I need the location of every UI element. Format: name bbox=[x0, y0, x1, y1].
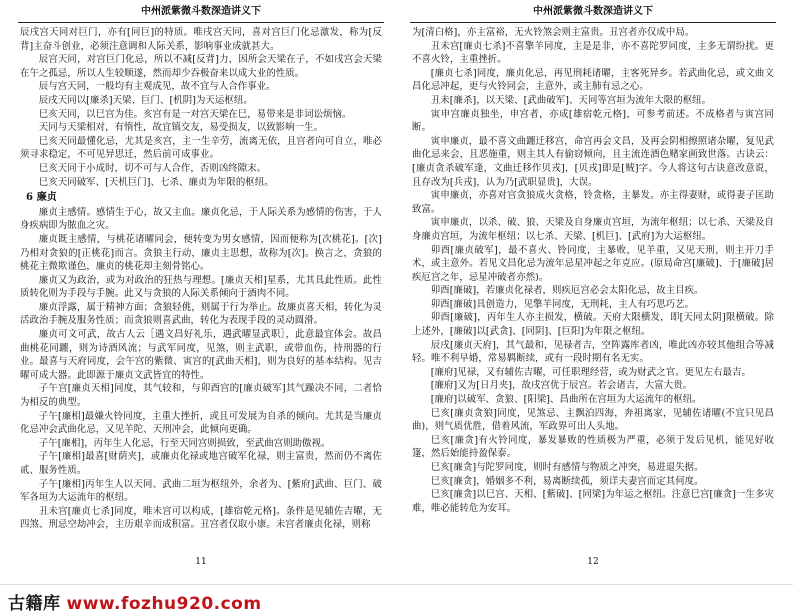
section-title: 6 廉贞 bbox=[26, 192, 57, 204]
paragraph: 丑未[廉杀]，以天梁、[武曲破军]、天同等宫垣为流年大限的枢纽。 bbox=[430, 94, 712, 106]
paragraph: 卯酉[廉破]，若廉贞化禄者，则疾厄宫必会太阳化忌，故主目疾。 bbox=[430, 285, 704, 297]
paragraph: 巳亥天同破军、[天机巨门]、七杀、廉贞为年限的枢纽。 bbox=[38, 176, 274, 188]
paragraph: 寅申廉贞，以杀、破、狼、天梁及自身廉贞宫垣，为流年枢纽；以七杀、天梁及自身廉贞宫垣，为流年枢纽；以七杀、天梁、[机巨]、[武府]为大运枢纽。 bbox=[412, 217, 774, 242]
paragraph: 卯酉[廉破]，丙年生人亦主损发，横破。天府大限横发，即[天同太阴]限横破。除上述外，[廉破]以[武贪]、[同阴]、[巨阳]为年限之枢纽。 bbox=[412, 312, 774, 338]
site-url: www.fozhu920.com bbox=[66, 594, 262, 614]
left-page-header: 中州派紫微斗数深造讲义下 bbox=[18, 0, 384, 23]
site-watermark[interactable] bbox=[8, 589, 262, 614]
paragraph: 辰戌天同以[廉杀]天梁、巨门、[机阴]为天运枢纽。 bbox=[38, 94, 253, 106]
paragraph: 天同与天梁相对，有惰性，故宜镇交友，易受损友，以致影响一生。 bbox=[38, 122, 324, 134]
left-page-number: 11 bbox=[195, 557, 207, 567]
paragraph: 廉贞既主感情，与桃花诸曜同会，便转变为男女感情，因而便称为[次桃花]。[次]乃相对贪狼的[正桃花]而言。贪狼主行动，廉贞主思想，故称为[次]。换言之，贪狼的桃花主微欺谨色，廉贞的桃花却主刻骨铭心。 bbox=[20, 233, 382, 273]
paragraph: 巳亥天同最懂化忌，尤其是亥宫，主一生辛劳，流离无依，且宫者向可自立，唯必须寻求稳定，不可见异思迁，然后前可成事业。 bbox=[20, 135, 382, 161]
right-page-body bbox=[404, 23, 782, 546]
paragraph: 辰宫天同，对宫巨门化忌，所以不减[反背]力，因所会天梁在子，不如戌宫会天梁在午之孤忌，所以人生较顺遂，然而却少吞极奋来以成大业的性质。 bbox=[20, 54, 382, 79]
paragraph: 巳亥天同于小成时，切不可与人合作，否则凶终隙末。 bbox=[38, 162, 267, 174]
paragraph: [廉府]见禄，又有辅佐吉曜，可任职理经营，或为财武之官。更见左右最吉。 bbox=[430, 366, 751, 378]
paragraph: 巳亥天同，以巳宫为佳。亥宫有是一对宫天梁在巳，易带来是非词讼烦恼。 bbox=[38, 108, 352, 120]
paragraph: 子午[廉相]最喜[财荫夹]，或廉贞化禄或地宫破军化禄，则主富贵，然而仍不离佐贰、服务性质。 bbox=[20, 451, 382, 476]
paragraph: 丑未宫[廉贞七杀]同度，唯未宫可以构成，[雄宿乾元格]。条件是见辅佐吉曜，无四煞、刑忌空劫冲会，主历艰辛而成积富。丑宫者仅取小康。未宫者廉贞化禄，则称 bbox=[20, 505, 382, 531]
paragraph: 巳亥[廉贪]有火铃同度，暴发暴败的性质极为严重，必须于发后见机，能见好收篷，然后始能持盈保泰。 bbox=[412, 434, 774, 460]
paragraph: 辰戌宫天同对巨门，亦有[同巨]的特质。唯戌宫天同，喜对宫巨门化忌激发，称为[反背]主奋斗创业，必须注意调和人际关系，影响事业成就甚大。 bbox=[20, 27, 382, 52]
paragraph: 子午[廉相]丙年生人以天同、武曲二垣为枢纽外，余者为、[紫府]武曲、巨门、破军各垣为大运流年的枢纽。 bbox=[20, 478, 382, 504]
paragraph: 廉贞可文可武，故古人云［遇文昌好礼乐，遇武曜显武职］，此意最宜体会。故昌曲桃花同躔，则为诗酒风流；与武军同度，见煞，则主武职，或带血伤，持刑器的行业。最喜与天府同度，会午宫的紫微、寅宫的[武曲天相]，则为良好的基本结构。见吉曜可成大器。此即源于廉贞文武皆宜的特性。 bbox=[20, 329, 382, 381]
left-page-body bbox=[12, 23, 390, 546]
paragraph: [廉府]以破军、贪狼、[阳梁]、昌曲所在宫垣为大运流年的枢纽。 bbox=[430, 394, 702, 406]
right-page bbox=[404, 0, 782, 572]
paragraph: 子午[廉相]最嫌火铃同度，主重大挫折，或且可发展为自杀的倾向。尤其是当廉贞化忌冲会武曲化忌，又见羊陀、天刑冲会，此倾向更确。 bbox=[20, 410, 382, 436]
left-paragraphs-1 bbox=[20, 26, 382, 189]
paragraph: [廉贞七杀]同度，廉贞化忌，再见刑耗诸曜，主客死异乡。若武曲化忌，或文曲文昌化忌冲起，更与火铃同会，主意外，或主肺有忌之心。 bbox=[412, 67, 774, 93]
right-page-number: 12 bbox=[587, 557, 599, 567]
footer-watermark-band bbox=[0, 584, 793, 615]
paragraph: [廉府]又为[日月夹]，故戌宫优于辰宫。若会诸吉，大富大贵。 bbox=[430, 380, 693, 392]
paragraph: 辰与宫天同，一般均有主观成见，故不宜与人合作事业。 bbox=[38, 81, 276, 93]
paragraph: 巳亥[廉贪]与陀罗同度，则时有感情与物质之冲突，易进退失据。 bbox=[430, 462, 704, 473]
left-page bbox=[12, 0, 390, 572]
left-paragraphs-2 bbox=[20, 206, 382, 532]
paragraph: 丑未宫[廉贞七杀]不喜擎羊同度，主是是非，亦不喜陀罗同度，主多无谓纷扰。更不喜火铃，主重挫折。 bbox=[412, 40, 774, 66]
paragraph: 巳亥[廉贪]，婚姻多不利，易离断续孤，须详夫妻宫而定其何度。 bbox=[430, 475, 704, 487]
paragraph: 子午[廉相]，丙年生人化忌，行至天同宫则损致，至武曲宫则助傲视。 bbox=[38, 437, 331, 449]
paragraph: 辰戌[廉贞天府]，其气最和，见禄者吉，空阵露库者凶，唯此凶亦较其他组合等减轻。唯不利早婚，常易羁断续，或有一段时期有名无实。 bbox=[412, 339, 774, 365]
paragraph: 廉贞又为政治，或为对政治的狂热与理想。[廉贞天相]星系，尤其具此性质。此性质转化则为手段与手腕。此又与贪狼的人际关系倾向于酒肉不同。 bbox=[20, 274, 382, 300]
paragraph: 廉贞浮露，属于精神方面；贪狼轻佻，则属于行为举止。故廉贞喜天相，转化为灵活政治手腕及服务性质；而贪狼则喜武曲，转化为表现手段的灵动圆滑。 bbox=[20, 301, 382, 327]
site-name: 古籍库 bbox=[8, 594, 61, 614]
paragraph: 巳亥[廉贞贪狼]同度，见煞忌、主飘泊四海，奔祖离家，见辅佐诸曜(不宜只见昌曲)，则气质优胜，借着风流，军政界可出人头地。 bbox=[412, 407, 774, 433]
paragraph: 子午宫[廉贞天相]同度，其气较和，与卯酉宫的[廉贞破军]其气躁决不同，二者恰为相反的典型。 bbox=[20, 383, 382, 409]
right-page-header: 中州派紫微斗数深造讲义下 bbox=[410, 0, 776, 23]
paragraph: 寅申廉贞，亦喜对宫贪狼成火贪格，铃贪格，主暴发。亦主得妻财，或得妻子匡助致富。 bbox=[412, 190, 774, 215]
paragraph: 寅申宫廉贞独坐，申宫者，亦成[雄宿乾元格]，可参考前述。不成格者与寅宫同断。 bbox=[412, 108, 774, 134]
paragraph: 卯酉[廉贞破军]，最不喜火、铃同度，主暴败，见羊重，又见天刑，则主开刀手术，或主意外。若见文昌化忌为流年忌星冲起之年克应。(原局命宫[廉破]、于[廉破]居疾厄宫之年，忌星冲破者亦然)。 bbox=[412, 244, 774, 283]
paragraph: 巳亥[廉贪]以巳宫、天相、[紫破]、[同梁]为年运之枢纽。注意巳宫[廉贪]一生多灾难，唯必能转危为安耳。 bbox=[412, 489, 774, 514]
paragraph: 为[清白格]，亦主富裕，无火铃煞会则主富贵。丑宫者亦仅成中局。 bbox=[412, 27, 695, 38]
paragraph: 廉贞主感情。感情生于心，故又主血。廉贞化忌，于人际关系为感情的伤害，于人身疾病即为脓血之灾。 bbox=[20, 206, 382, 232]
paragraph: 寅申廉贞，最不喜文曲躔迁移宫，命宫再会文昌，及再会阴相擦照诸杂曜，复见武曲化忌来会，且恶施重，则主其人有偷窃倾向，且主流连酒色赌家画致世落。古诀云：[廉贞贪杀破军逢，文曲迁移作贝戎]，[贝戎]即是[贼]字。今人将这句古诀意改意说，且存改为[兵戎]，认为乃[武职显贵]，大误。 bbox=[412, 135, 774, 188]
paragraph: 卯酉[廉破]具创造力，见擎羊同度，无刑耗，主人有巧思巧艺。 bbox=[430, 298, 695, 310]
right-paragraphs bbox=[412, 26, 774, 515]
